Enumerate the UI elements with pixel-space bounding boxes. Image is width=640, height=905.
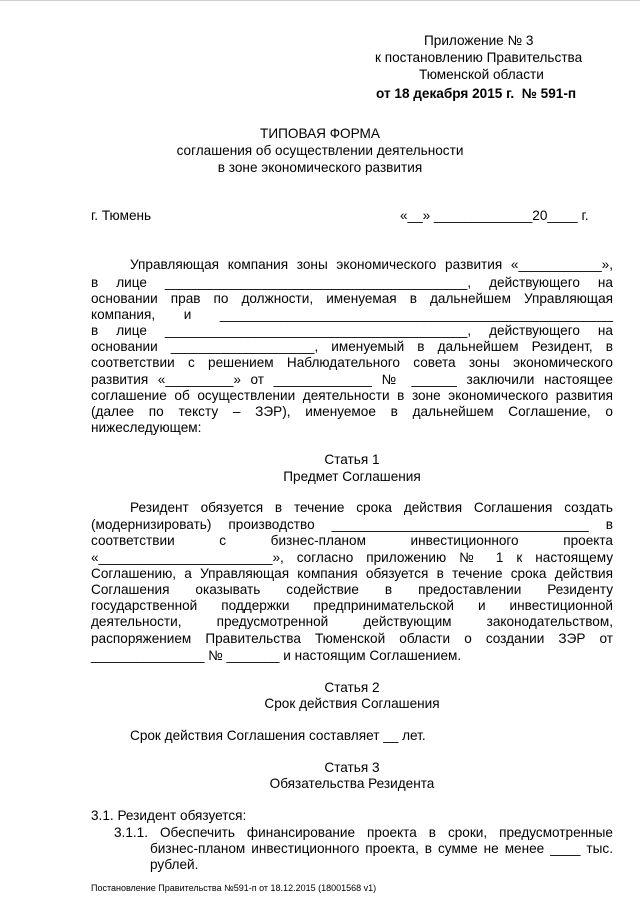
article-1-line: Резидент обязуется в течение срока действия Соглашения создать [130, 500, 613, 515]
preamble-line: соответствии с решением Наблюдательного совета зоны экономического [91, 355, 613, 370]
preamble-line: в лице ________________________________________, действующего на [91, 323, 613, 338]
article-1-line: (модернизировать) производство __________________________________ в [91, 517, 613, 532]
date-blank: «__» _____________20____ г. [400, 208, 589, 223]
article-1-line: Соглашению, а Управляющая компания обязуется в течение срока действия [91, 566, 613, 581]
article-1-line: государственной поддержки предпринимательской и инвестиционной [91, 598, 613, 613]
article-1-line: _______________ № _______ и настоящим Соглашением. [91, 648, 462, 663]
article-3-title: Обязательства Резидента [269, 776, 435, 791]
article-1-line: деятельности, предусмотренной действующим законодательством, [91, 614, 613, 629]
resolution-date-number: от 18 декабря 2015 г. № 591-п [376, 86, 577, 101]
preamble-line: развития «_________» от _____________ № ______ заключили настоящее [91, 372, 613, 387]
article-3-heading: Статья 3 [324, 760, 380, 775]
city: г. Тюмень [91, 208, 152, 223]
clause-3-1-1-line: рублей. [150, 857, 199, 872]
clause-3-1-1-line: 3.1.1. Обеспечить финансирование проекта в сроки, предусмотренные [114, 825, 613, 840]
preamble-line: Управляющая компания зоны экономического развития «___________», [130, 257, 613, 272]
resolution-line: к постановлению Правительства [375, 50, 583, 65]
form-subtitle-2: в зоне экономического развития [217, 160, 423, 175]
clause-3-1: 3.1. Резидент обязуется: [91, 808, 247, 823]
article-2-text: Срок действия Соглашения составляет __ лет. [130, 728, 426, 743]
article-1-line: распоряжением Правительства Тюменской области о создании ЗЭР от [91, 631, 613, 646]
preamble-line: (далее по тексту – ЗЭР), именуемое в дальнейшем Соглашение, о [91, 404, 613, 419]
article-1-line: «_______________________», согласно приложению № 1 к настоящему [91, 550, 613, 565]
preamble-line: нижеследующем: [91, 420, 202, 435]
article-1-title: Предмет Соглашения [283, 469, 421, 484]
form-subtitle-1: соглашения об осуществлении деятельности [176, 143, 464, 158]
article-1-heading: Статья 1 [324, 452, 380, 467]
preamble-line: основании прав по должности, именуемая в дальнейшем Управляющая [91, 291, 613, 306]
preamble-line: соглашение об осуществлении деятельности в зоне экономического развития [91, 388, 613, 403]
article-2-title: Срок действия Соглашения [264, 696, 440, 711]
form-title: ТИПОВАЯ ФОРМА [260, 126, 380, 141]
clause-3-1-1-line: бизнес-планом инвестиционного проекта, в сумме не менее ____ тыс. [150, 841, 613, 856]
appendix-number: Приложение № 3 [424, 33, 534, 48]
preamble-line: компания, и ____________________________________________________ [91, 307, 613, 322]
region-line: Тюменской области [419, 67, 544, 82]
preamble-line: основании ___________________, именуемый в дальнейшем Резидент, в [91, 339, 613, 354]
document-footer: Постановление Правительства №591-п от 18.12.2015 (18001568 v1) [91, 883, 377, 893]
article-1-line: соответствии с бизнес-планом инвестиционного проекта [91, 533, 613, 548]
preamble-line: в лице ________________________________________, действующего на [91, 275, 613, 290]
article-1-line: Соглашения оказывать содействие в предоставлении Резиденту [91, 582, 613, 597]
page-top-edge [0, 0, 640, 1]
article-2-heading: Статья 2 [324, 680, 380, 695]
